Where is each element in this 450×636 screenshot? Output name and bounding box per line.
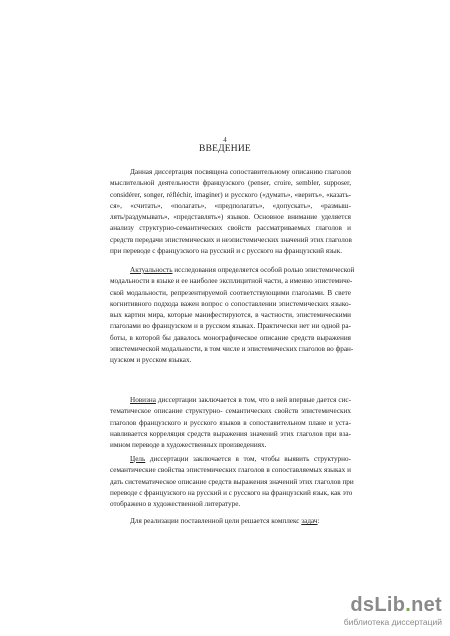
logo-main: dsLib — [350, 594, 406, 616]
text-line: анализу структурно-семантических свойств рассматриваемых глаголов и — [110, 224, 351, 233]
logo-dot: . — [405, 594, 412, 616]
text-line: отображено в художественной литературе. — [110, 500, 241, 509]
text-line: модальности в языке и ее наиболее эксплицитной части, а именно эпистемиче- — [110, 277, 353, 286]
paragraph-goal — [110, 454, 354, 510]
text-line — [110, 516, 351, 527]
text-line: Данная диссертация посвящена сопоставительному описанию глаголов — [130, 168, 351, 176]
text-line: семантические свойства эпистемических глаголов в сопоставляемых языках и — [110, 466, 351, 475]
text-line: навливается корреляция средств выражения значений этих глаголов при вза- — [110, 429, 351, 438]
text-line: при переводе с французского на русский и с русского на французский язык. — [110, 247, 343, 256]
text-line: лять/раздумывать», «представлять») языков. Основное внимание уделяется — [110, 213, 351, 222]
text-line — [110, 265, 355, 276]
term-goal: Цель — [130, 455, 146, 463]
text-line: дать систематическое описание средств выражения значений этих глаголов при — [110, 477, 354, 486]
text-line: цузском и русском языках. — [110, 356, 192, 365]
text-line — [110, 395, 351, 406]
text-line: ской модальности, репрезентируемой соответствующими глаголами. В свете — [110, 288, 351, 297]
watermark-subtitle: библиотека диссертаций — [343, 617, 442, 627]
logo-tld: net — [411, 594, 442, 616]
paragraph-relevance — [110, 265, 355, 367]
paragraph-novelty — [110, 395, 351, 451]
term-rest: диссертации заключается в том, чтобы выявить структурно- — [145, 455, 351, 463]
tasks-tail: : — [317, 517, 320, 525]
text-line: имном переводе в художественных произведениях. — [110, 441, 267, 450]
term-novelty: Новизна — [130, 396, 156, 404]
text-line: боты, в которой бы давалось монографическое описание средств выражения — [110, 333, 351, 342]
text-line: глаголами во французском и в русском языках. Практически нет ни одной ра- — [110, 322, 351, 331]
text-line: переводе с французского на русский и с русского на французский язык, как это — [110, 488, 353, 497]
page-number: 4 — [223, 136, 227, 144]
text-line: мыслительной деятельности французского (penser, croire, sembler, supposer, — [110, 179, 351, 188]
watermark — [326, 594, 448, 632]
watermark-logo — [350, 594, 442, 617]
paragraph-intro — [110, 167, 351, 257]
term-rest: исследования определяется особой ролью эпистемической — [172, 266, 355, 274]
text-line: когнитивного подхода важен вопрос о сопоставлении эпистемических языко- — [110, 299, 351, 308]
text-line: considérer, songer, réfléchir, imaginer) и русского («думать», «верить», «казать- — [110, 190, 351, 199]
text-line: вых картин мира, которые манифестируются, в частности, эпистемическими — [110, 311, 351, 320]
page-title: ВВЕДЕНИЕ — [199, 144, 251, 154]
text-line: глаголов французского и русского языков в сопоставительном плане и уста- — [110, 418, 351, 427]
term-relevance: Актуальность — [130, 266, 173, 274]
paragraph-tasks — [110, 516, 351, 527]
text-line: эпистемической модальности, в том числе и эпистемических глаголов во фран- — [110, 345, 354, 354]
term-rest: диссертации заключается в том, что в ней впервые дается сис- — [155, 396, 351, 404]
text-line — [110, 454, 351, 465]
text-line: тематическое описание структурно- семантических свойств эпистемических — [110, 407, 351, 416]
text-line: ся», «считать», «полагать», «предполагать», «допускать», «размыш- — [110, 201, 351, 210]
term-tasks: задач — [301, 517, 318, 525]
tasks-lead: Для реализации поставленной цели решается комплекс — [130, 517, 302, 525]
text-line: средств передачи эпистемических и неэпистемических значений этих глаголов — [110, 235, 352, 244]
